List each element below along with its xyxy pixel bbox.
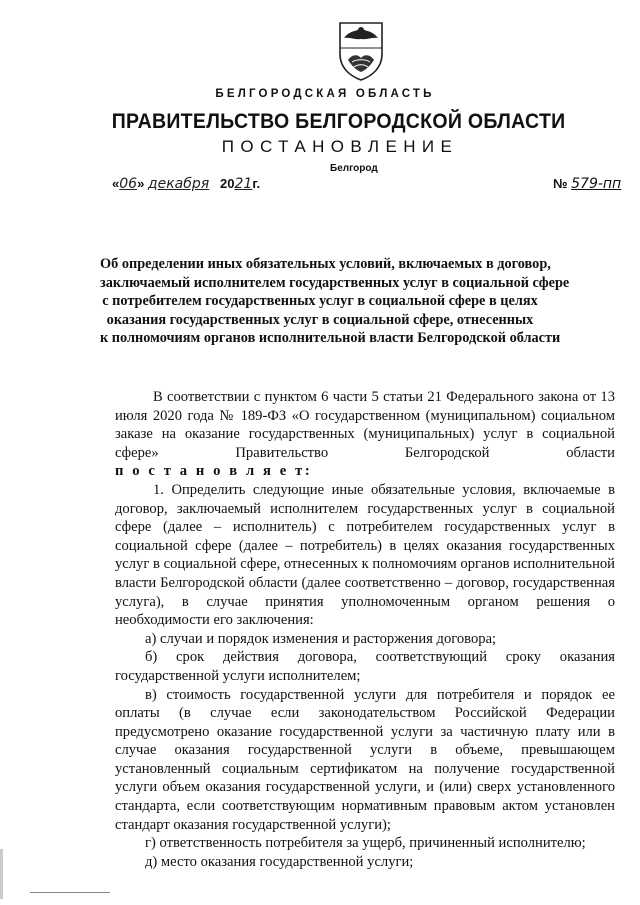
- heading-line: к полномочиям органов исполнительной власти Белгородской области: [100, 330, 561, 347]
- number-prefix: №: [553, 176, 568, 191]
- scan-edge-mark: [0, 849, 3, 899]
- date-year-prefix: 20: [220, 176, 235, 191]
- city-name: Белгород: [330, 163, 378, 174]
- item-1-paragraph: 1. Определить следующие иные обязательные условия, включаемые в договор, заключаемый исполнителем государственных услуг в социальной сфере (далее – исполнитель) с потребителем государственных услуг в социальной сфере (далее – потребитель) в целях оказания государственных услуг в социальной сфере, отнесенных к полномочиям органов исполнительной власти Белгородской области (далее соответственно – договор, государственная услуга), в случае принятия уполномоченным органом решения о необходимости его заключения:: [115, 481, 615, 629]
- region-name: БЕЛГОРОДСКАЯ ОБЛАСТЬ: [215, 88, 435, 100]
- resolves-text: п о с т а н о в л я е т:: [115, 463, 313, 480]
- footer-rule: [30, 892, 110, 893]
- heading-line: оказания государственных услуг в социальной сфере, отнесенных: [106, 311, 534, 328]
- document-heading: [100, 255, 570, 348]
- item-v-paragraph: в) стоимость государственной услуги для потребителя и порядок ее оплаты (в случае если законодательством Российской Федерации предусмотрено оказание государственной услуги за частичную плату или в случае оказания государственной услуги в объеме, превышающем установленный социальным сертификатом на получение государственной услуги объем оказания государственной услуги, и (или) сверх установленного стандарта, если соответствующим нормативным правовым актом установлен стандарт оказания государственной услуги);: [115, 686, 615, 833]
- preamble-paragraph: В соответствии с пунктом 6 части 5 статьи 21 Федерального закона от 13 июля 2020 года № 189-ФЗ «О государственном (муниципальном) социальном заказе на оказание государственных (муниципальных) услуг в социальной сфере» Правительство Белгородской области: [115, 389, 615, 461]
- item-d-paragraph: д) место оказания государственной услуги;: [145, 853, 414, 870]
- decree-number: [553, 176, 621, 192]
- heading-line: с потребителем государственных услуг в социальной сфере в целях: [102, 293, 538, 310]
- document-body: [115, 388, 615, 871]
- decree-date: [112, 176, 260, 192]
- resolves-word: [115, 462, 615, 481]
- number-value: 579-пп: [571, 176, 622, 192]
- coat-of-arms-icon: [336, 20, 386, 82]
- date-open-quote: «: [112, 176, 120, 191]
- document-type: ПОСТАНОВЛЕНИЕ: [221, 137, 459, 156]
- heading-line: Об определении иных обязательных условий, включаемых в договор,: [100, 256, 551, 272]
- date-day: 06: [119, 176, 138, 192]
- item-b-paragraph: б) срок действия договора, соответствующий сроку оказания государственной услуги исполнителем;: [115, 649, 615, 684]
- heading-line: заключаемый исполнителем государственных услуг в социальной сфере: [100, 274, 570, 291]
- item-g-paragraph: г) ответственность потребителя за ущерб, причиненный исполнителю;: [145, 835, 586, 852]
- date-year-suffix: 21: [234, 176, 253, 192]
- date-year-unit: г.: [252, 176, 261, 191]
- government-name: ПРАВИТЕЛЬСТВО БЕЛГОРОДСКОЙ ОБЛАСТИ: [111, 110, 566, 133]
- date-month: декабря: [147, 176, 210, 192]
- date-close-quote: »: [137, 176, 145, 191]
- item-a-paragraph: а) случаи и порядок изменения и расторжения договора;: [145, 630, 497, 647]
